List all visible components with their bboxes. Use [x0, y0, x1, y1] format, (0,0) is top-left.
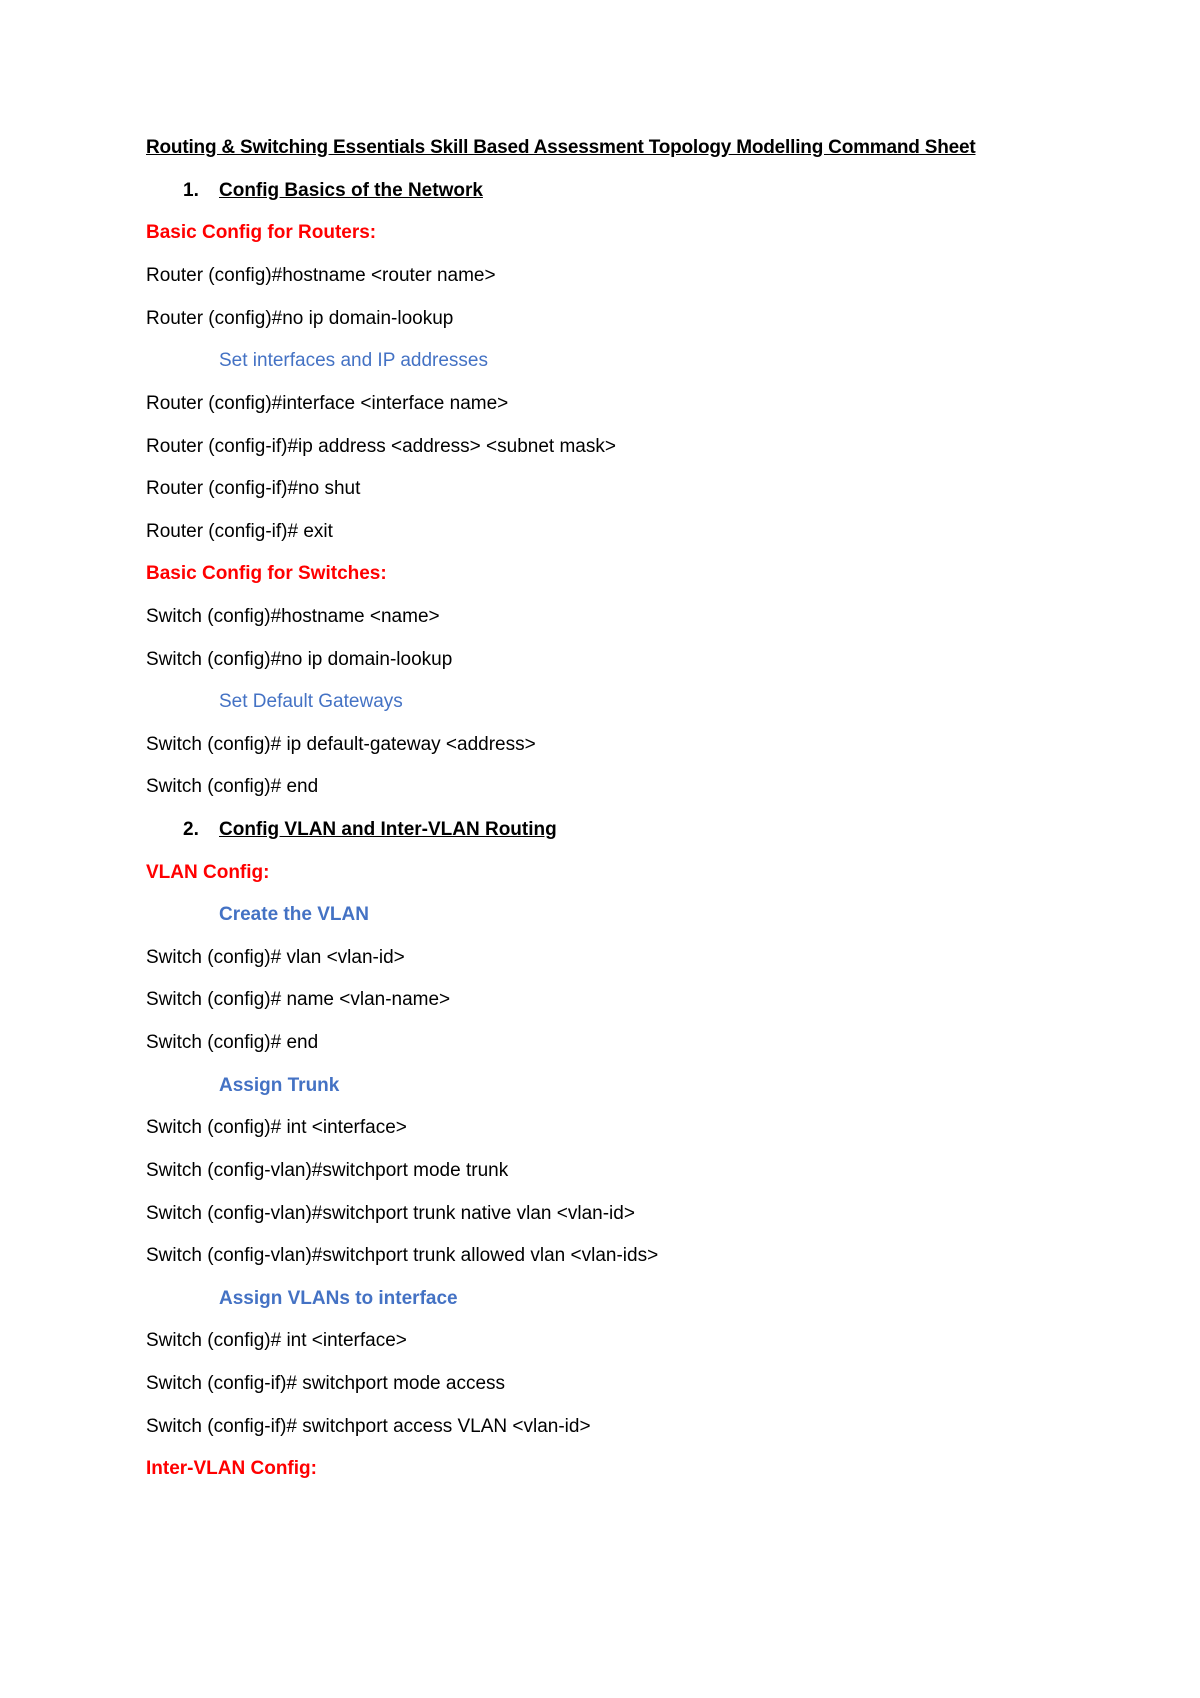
switch-command: Switch (config)# ip default-gateway <address>	[146, 734, 536, 755]
trunk-command: Switch (config-vlan)#switchport trunk native vlan <vlan-id>	[146, 1203, 635, 1224]
section-1-title: Config Basics of the Network	[219, 180, 483, 201]
assign-command: Switch (config)# int <interface>	[146, 1330, 407, 1351]
trunk-command: Switch (config-vlan)#switchport mode trunk	[146, 1160, 509, 1181]
router-command: Router (config-if)# exit	[146, 521, 333, 542]
section-2-title: Config VLAN and Inter-VLAN Routing	[219, 819, 557, 840]
router-command: Router (config)#no ip domain-lookup	[146, 308, 454, 329]
router-command: Router (config-if)#no shut	[146, 478, 361, 499]
assign-command: Switch (config-if)# switchport access VLAN <vlan-id>	[146, 1416, 591, 1437]
vlan-command: Switch (config)# end	[146, 1032, 319, 1053]
trunk-subheading: Assign Trunk	[219, 1075, 340, 1096]
document-title: Routing & Switching Essentials Skill Based Assessment Topology Modelling Command Sheet	[146, 137, 976, 158]
router-subheading: Set interfaces and IP addresses	[219, 350, 488, 371]
switch-command: Switch (config)#hostname <name>	[146, 606, 440, 627]
vlan-command: Switch (config)# vlan <vlan-id>	[146, 947, 405, 968]
router-command: Router (config)#hostname <router name>	[146, 265, 496, 286]
assign-command: Switch (config-if)# switchport mode access	[146, 1373, 506, 1394]
vlan-command: Switch (config)# name <vlan-name>	[146, 989, 451, 1010]
trunk-command: Switch (config-vlan)#switchport trunk allowed vlan <vlan-ids>	[146, 1245, 659, 1266]
intervlan-heading: Inter-VLAN Config:	[146, 1458, 317, 1479]
vlan-create-subheading: Create the VLAN	[219, 904, 369, 925]
trunk-command: Switch (config)# int <interface>	[146, 1117, 407, 1138]
switch-command: Switch (config)# end	[146, 776, 319, 797]
switches-heading: Basic Config for Switches:	[146, 563, 387, 584]
switch-command: Switch (config)#no ip domain-lookup	[146, 649, 453, 670]
router-command: Router (config-if)#ip address <address> <subnet mask>	[146, 436, 616, 457]
section-1-number: 1.	[183, 180, 199, 201]
switch-subheading: Set Default Gateways	[219, 691, 403, 712]
section-2-number: 2.	[183, 819, 199, 840]
routers-heading: Basic Config for Routers:	[146, 222, 377, 243]
router-command: Router (config)#interface <interface name>	[146, 393, 509, 414]
vlan-heading: VLAN Config:	[146, 862, 270, 883]
assign-vlan-subheading: Assign VLANs to interface	[219, 1288, 458, 1309]
